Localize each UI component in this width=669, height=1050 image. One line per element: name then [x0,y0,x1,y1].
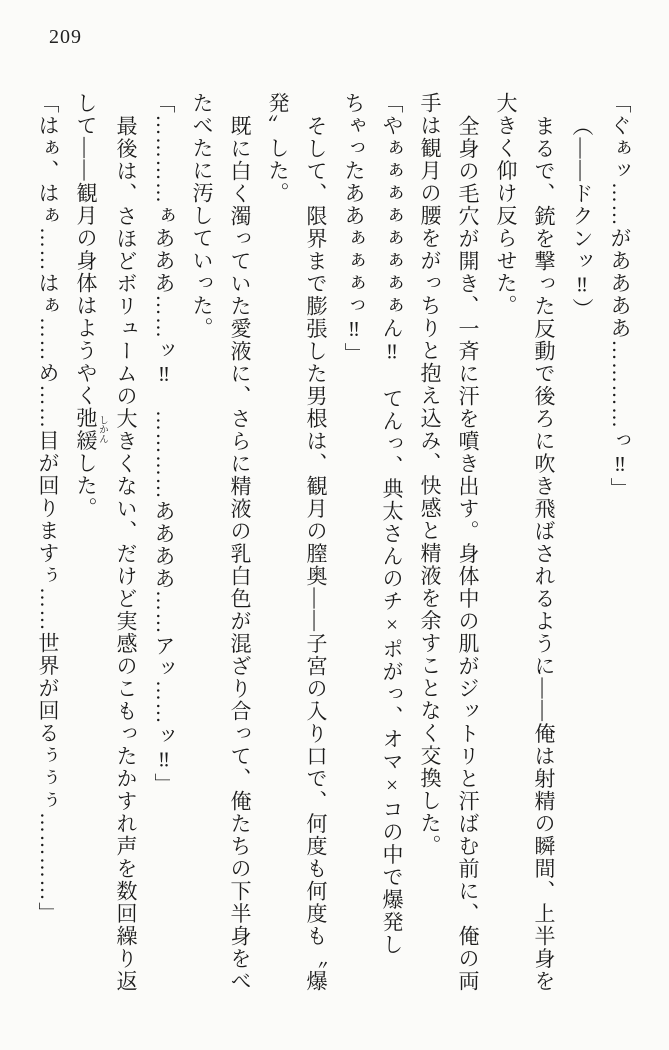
text-line [67,92,107,1017]
text-line: 全身の毛穴が開き、一斉に汗を噴き出す。身体中の肌がジットリと汗ばむ前に、俺の両 [456,115,480,993]
text-line: 「…………ぁあああ……ッ‼ …………ああああ……アッ……ッ‼」 [152,92,176,796]
novel-text-block [29,92,639,1017]
text-line: 「やぁぁぁぁぁぁぁぁん‼ てんっ、典太さんのチ×ポがっ、オマ×コの中で爆発し [380,92,404,956]
page-number: 209 [49,26,82,48]
ruby-reading: しかん [97,407,107,452]
text-line: 発〟した。 [266,92,290,205]
ruby-base: 弛緩 [74,407,98,452]
ruby-word [74,407,107,452]
text-line: 最後は、さほどボリュームの大きくない、だけど実感のこもったかすれ声を数回繰り返 [114,115,138,993]
text-line: 大きく仰け反らせた。 [494,92,518,317]
text-line: 手は観月の腰をがっちりと抱え込み、快感と精液を余すことなく交換した。 [418,92,442,857]
text-line: 「はぁ、はぁ……はぁ……め……目が回りますぅ……世界が回るぅぅぅ…………」 [36,92,60,925]
text-line: 既に白く濁っていた愛液に、さらに精液の乳白色が混ざり合って、俺たちの下半身をべ [228,115,252,993]
text-line: たべたに汚していった。 [190,92,214,340]
text-line: そして、限界まで膨張した男根は、観月の膣奥——子宮の入り口で、何度も何度も〝爆 [304,115,328,993]
text-line: ちゃったああぁぁぁっ‼」 [342,92,366,365]
text-segment: して——観月の身体はようやく [74,92,98,407]
text-line: まるで、銃を撃った反動で後ろに吹き飛ばされるように——俺は射精の瞬間、上半身を [532,115,556,993]
text-segment: した。 [74,452,98,520]
text-line: 「ぐぁッ……がああああ…………っ‼」 [608,92,632,500]
text-line: （——ドクンッ‼） [570,115,594,321]
